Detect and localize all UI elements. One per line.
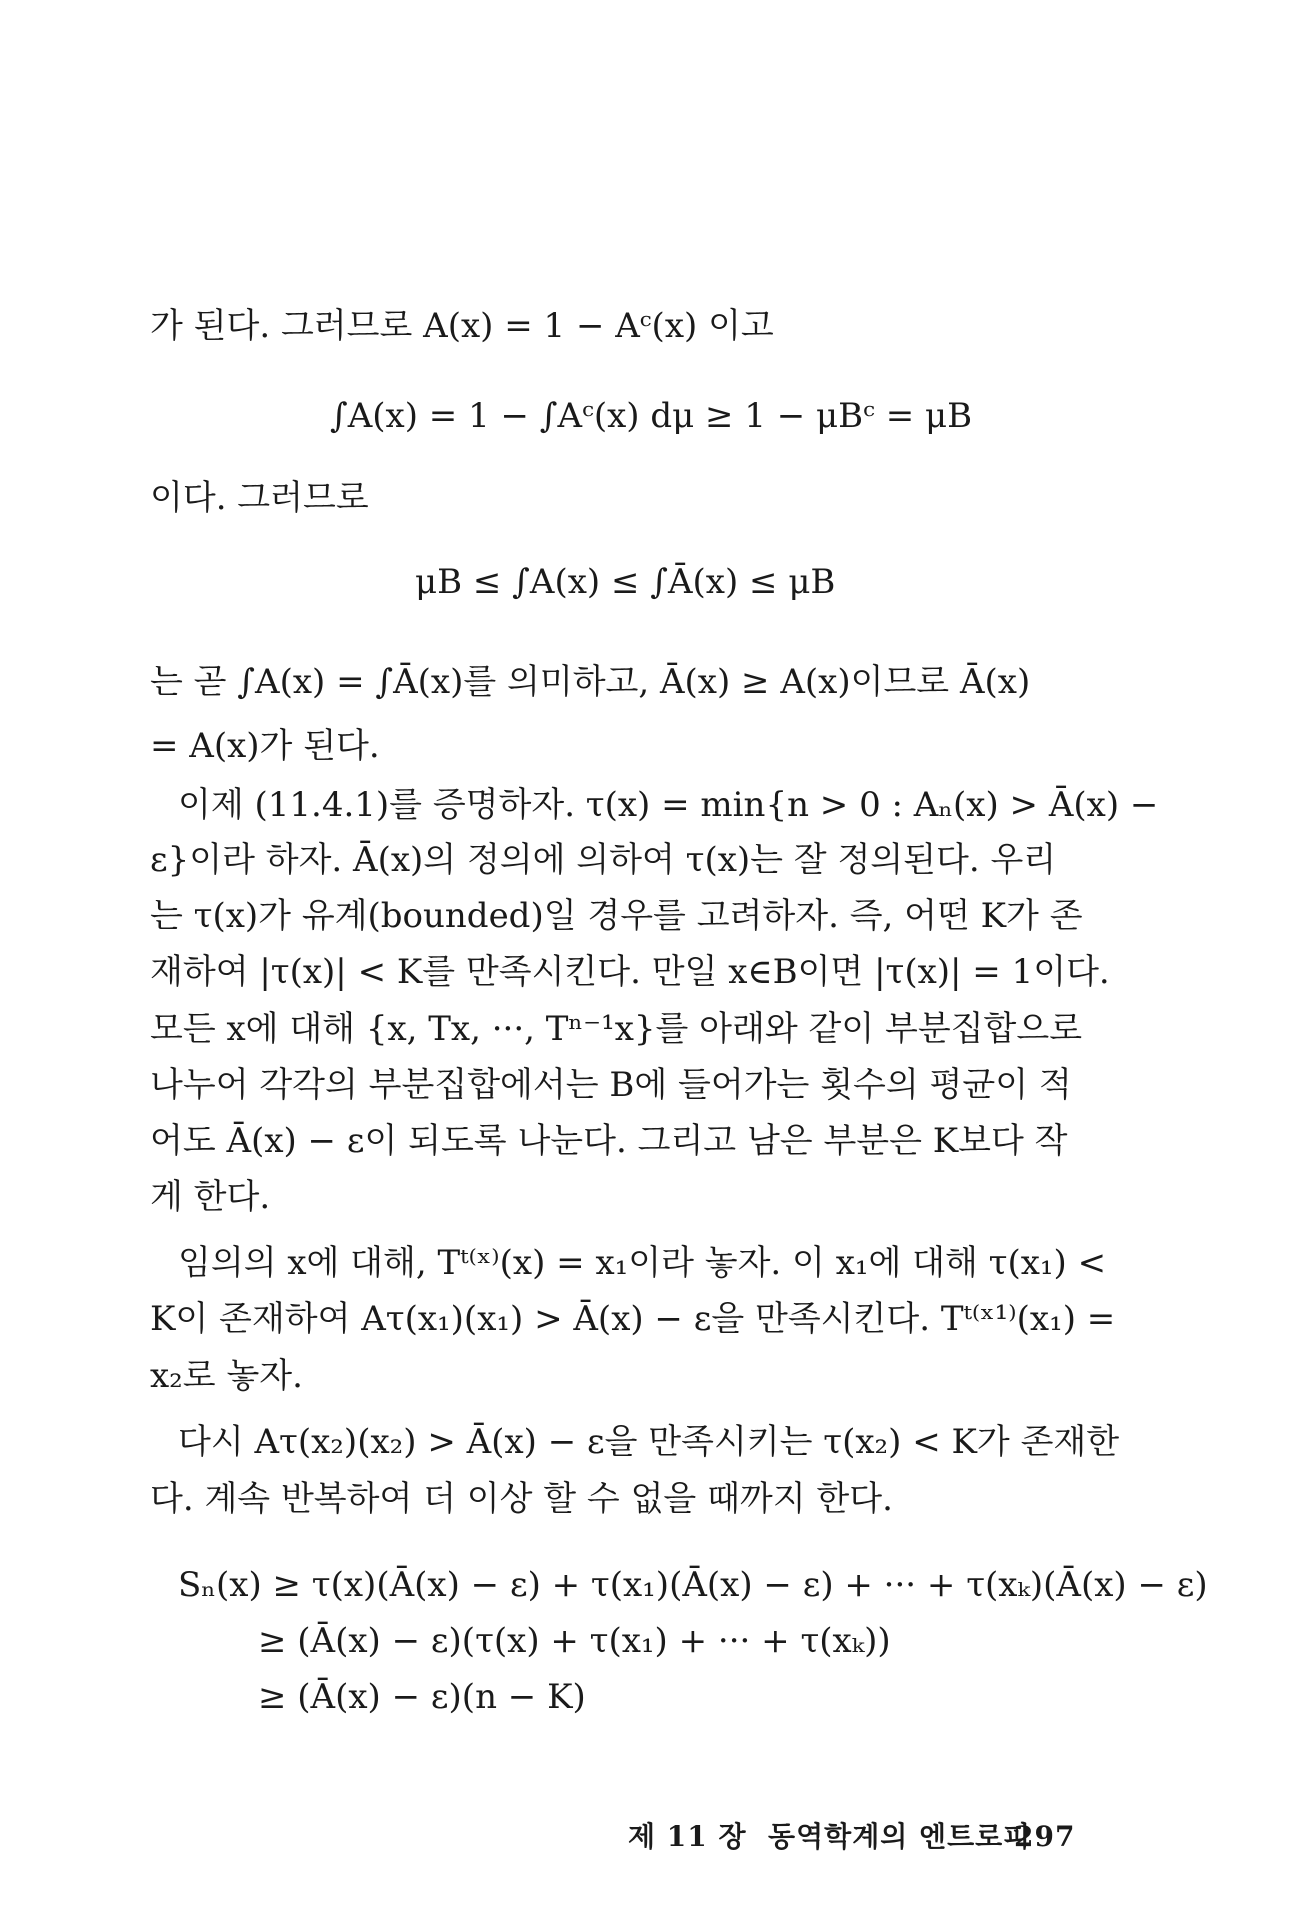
text-line: 다. 계속 반복하여 더 이상 할 수 없을 때까지 한다. (150, 1479, 893, 1519)
text-line: 게 한다. (150, 1177, 271, 1217)
text-line: = A(x)가 된다. (150, 726, 380, 766)
text-line: K이 존재하여 Aτ(x₁)(x₁) > Ā(x) − ε을 만족시킨다. Tᵗ⁽ˣ¹⁾(x₁) = (150, 1299, 1116, 1339)
text-line: 가 된다. 그러므로 A(x) = 1 − Aᶜ(x) 이고 (150, 306, 774, 346)
page-number: 297 (1014, 1820, 1076, 1853)
text-line: x₂로 놓자. (150, 1356, 303, 1396)
text-line: 재하여 |τ(x)| < K를 만족시킨다. 만일 x∈B이면 |τ(x)| = 1이다. (150, 952, 1110, 992)
equation-1: ∫A(x) = 1 − ∫Aᶜ(x) dμ ≥ 1 − μBᶜ = μB (330, 396, 973, 436)
text-line: 다시 Aτ(x₂)(x₂) > Ā(x) − ε을 만족시키는 τ(x₂) < K가 존재한 (178, 1422, 1120, 1462)
text-line: ε}이라 하자. Ā(x)의 정의에 의하여 τ(x)는 잘 정의된다. 우리 (150, 840, 1057, 880)
text-line: 이다. 그러므로 (150, 478, 369, 518)
final-equation-line: ≥ (Ā(x) − ε)(τ(x) + τ(x₁) + ··· + τ(xₖ)) (258, 1621, 891, 1661)
text-line: 는 곧 ∫A(x) = ∫Ā(x)를 의미하고, Ā(x) ≥ A(x)이므로 Ā(x) (150, 662, 1031, 702)
running-footer-chapter: 제 11 장 동역학계의 엔트로피 (628, 1820, 1032, 1853)
final-equation-line: ≥ (Ā(x) − ε)(n − K) (258, 1677, 586, 1717)
text-line: 나누어 각각의 부분집합에서는 B에 들어가는 횟수의 평균이 적 (150, 1065, 1072, 1105)
text-line: 모든 x에 대해 {x, Tx, ···, Tⁿ⁻¹x}를 아래와 같이 부분집합으로 (150, 1009, 1083, 1049)
equation-2: μB ≤ ∫A(x) ≤ ∫Ā(x) ≤ μB (415, 562, 836, 602)
final-equation-line: Sₙ(x) ≥ τ(x)(Ā(x) − ε) + τ(x₁)(Ā(x) − ε) + ··· + τ(xₖ)(Ā(x) − ε) (178, 1565, 1208, 1605)
text-line: 임의의 x에 대해, Tᵗ⁽ˣ⁾(x) = x₁이라 놓자. 이 x₁에 대해 τ(x₁) < (178, 1243, 1107, 1283)
text-line: 는 τ(x)가 유계(bounded)일 경우를 고려하자. 즉, 어떤 K가 존 (150, 896, 1083, 936)
text-line: 어도 Ā(x) − ε이 되도록 나눈다. 그리고 남은 부분은 K보다 작 (150, 1121, 1068, 1161)
text-line: 이제 (11.4.1)를 증명하자. τ(x) = min{n > 0 : Aₙ(x) > Ā(x) − (178, 785, 1159, 825)
